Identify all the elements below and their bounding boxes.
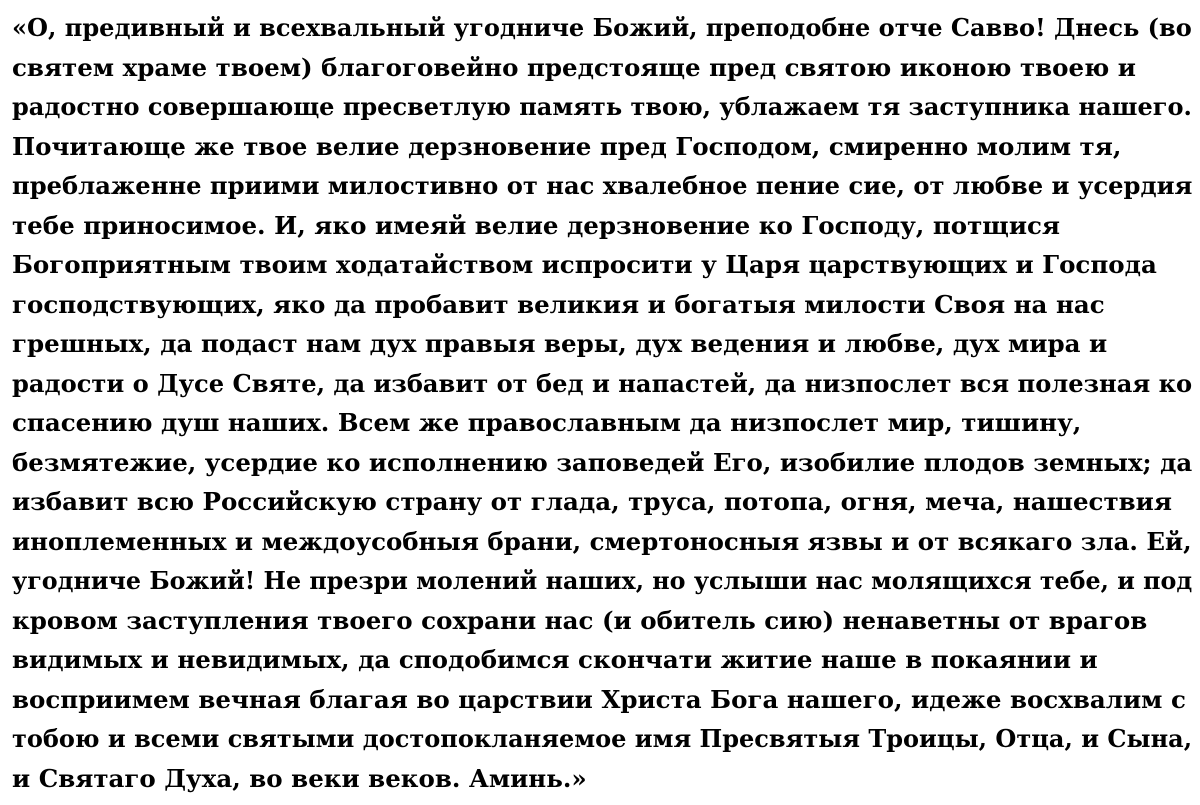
prayer-line-7: Богоприятным твоим ходатайством испросити у Царя царствующих и Господа: [12, 250, 1157, 279]
prayer-line-5: преблаженне приими милостивно от нас хвалебное пение сие, от любве и усердия: [12, 171, 1193, 200]
prayer-line-16: кровом заступления твоего сохрани нас (и обитель сию) ненаветны от врагов: [12, 605, 1148, 635]
prayer-line-18: восприимем вечная благая во царствии Христа Бога нашего, идеже восхвалим с: [12, 684, 1186, 714]
prayer-line-12: безмятежие, усердие ко исполнению заповедей Его, изобилие плодов земных; да: [12, 447, 1193, 477]
prayer-line-14: иноплеменных и междоусобныя брани, смертоносныя язвы и от всякаго зла. Ей,: [12, 526, 1192, 556]
prayer-line-17: видимых и невидимых, да сподобимся скончати житие наше в покаянии и: [12, 645, 1098, 674]
prayer-line-6: тебе приносимое. И, яко имеяй велие дерзновение ко Господу, потщися: [12, 210, 1061, 240]
prayer-line-4: Почитающе же твое велие дерзновение пред Господом, смиренно молим тя,: [12, 131, 1122, 161]
prayer-text: [12, 8, 1192, 798]
prayer-line-19: тобою и всеми святыми достопокланяемое имя Пресвятыя Троицы, Отца, и Сына,: [12, 724, 1193, 753]
prayer-line-3: радостно совершающе пресветлую память твою, ублажаем тя заступника нашего.: [12, 92, 1192, 121]
prayer-line-13: избавит всю Российскую страну от глада, труса, потопа, огня, меча, нашествия: [12, 487, 1172, 516]
prayer-line-2: святем храме твоем) благоговейно предстояще пред святою иконою твоею и: [12, 52, 1136, 82]
prayer-line-1: «О, предивный и всехвальный угодниче Божий, преподобне отче Савво! Днесь (во: [12, 13, 1192, 42]
prayer-line-20: и Святаго Духа, во веки веков. Аминь.»: [12, 763, 587, 793]
prayer-line-11: спасению душ наших. Всем же православным да низпослет мир, тишину,: [12, 408, 1082, 437]
prayer-line-10: радости о Дусе Святе, да избавит от бед и напастей, да низпослет вся полезная ко: [12, 368, 1193, 398]
prayer-line-8: господствующих, яко да пробавит великия и богатыя милости Своя на нас: [12, 289, 1105, 319]
prayer-line-15: угодниче Божий! Не презри молений наших, но услыши нас молящихся тебе, и под: [12, 566, 1193, 595]
prayer-line-9: грешных, да подаст нам дух правыя веры, дух ведения и любве, дух мира и: [12, 329, 1108, 358]
